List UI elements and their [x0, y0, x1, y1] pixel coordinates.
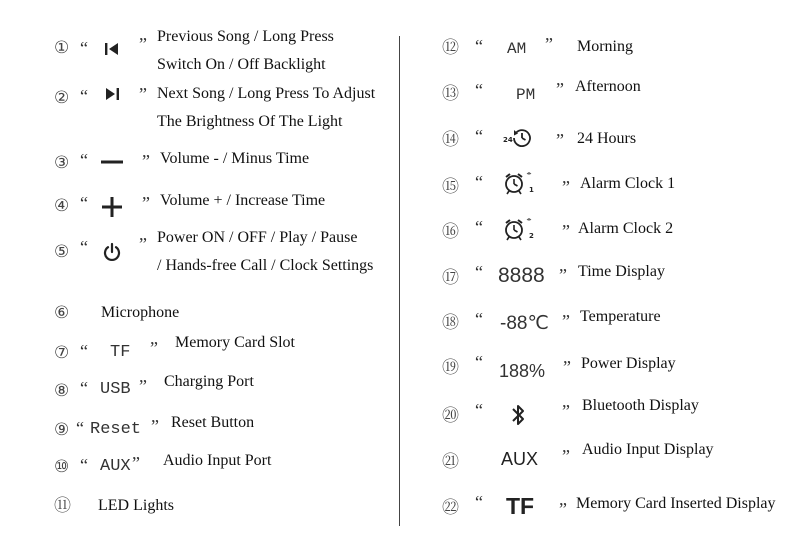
quote-close: ”	[562, 177, 570, 197]
item-number: ⑩	[54, 457, 70, 477]
item-label: Memory Card Slot	[175, 334, 295, 351]
quote-open: “	[80, 193, 88, 213]
quote-open: “	[475, 400, 483, 420]
item-number: ⑳	[442, 406, 459, 426]
quote-close: ”	[150, 338, 158, 358]
quote-close: ”	[142, 193, 150, 213]
item-number: ㉒	[442, 498, 459, 518]
item-number: ④	[54, 196, 70, 216]
quote-close: ”	[151, 416, 159, 436]
item-number: ⑮	[442, 177, 459, 197]
column-divider	[399, 36, 400, 526]
item-label-2: Switch On / Off Backlight	[157, 56, 326, 73]
quote-close: ”	[132, 453, 140, 473]
aux-symbol: AUX	[100, 457, 131, 476]
item-number: ③	[54, 153, 70, 173]
item-label: Time Display	[578, 263, 665, 280]
quote-close: ”	[563, 357, 571, 377]
quote-open: “	[475, 309, 483, 329]
quote-open: “	[80, 378, 88, 398]
reset-symbol: Reset	[90, 420, 142, 439]
quote-close: ”	[559, 265, 567, 285]
next-icon	[101, 83, 123, 105]
quote-open: “	[475, 126, 483, 146]
item-label: Next Song / Long Press To Adjust	[157, 85, 376, 102]
item-label: Audio Input Display	[582, 441, 714, 458]
svg-text:1: 1	[529, 186, 534, 194]
quote-close: ”	[139, 34, 147, 54]
quote-close: ”	[562, 446, 570, 466]
item-label: Charging Port	[164, 373, 254, 390]
plus-icon	[101, 196, 123, 218]
quote-close: ”	[562, 401, 570, 421]
item-label: Alarm Clock 1	[580, 175, 676, 192]
quote-close: ”	[559, 499, 567, 519]
quote-open: “	[475, 262, 483, 282]
item-number: ⑦	[54, 343, 70, 363]
prev-icon	[101, 38, 123, 60]
item-number: ㉑	[442, 452, 459, 472]
temperature-symbol: -88℃	[500, 313, 549, 334]
quote-open: “	[80, 86, 88, 106]
quote-open: “	[80, 38, 88, 58]
item-label: Bluetooth Display	[582, 397, 699, 414]
item-label-2: The Brightness Of The Light	[157, 113, 343, 130]
quote-open: “	[475, 352, 483, 372]
svg-text:2: 2	[529, 232, 534, 240]
svg-text:24: 24	[503, 136, 513, 144]
item-label: Temperature	[580, 308, 661, 325]
quote-close: ”	[139, 84, 147, 104]
item-label: LED Lights	[98, 497, 174, 514]
item-number: ⑪	[54, 496, 71, 516]
aux-display-symbol: AUX	[501, 449, 539, 469]
item-label-2: / Hands-free Call / Clock Settings	[157, 257, 374, 274]
item-number: ⑯	[442, 222, 459, 242]
am-symbol: AM	[507, 40, 527, 58]
item-number: ②	[54, 88, 70, 108]
quote-close: ”	[562, 221, 570, 241]
quote-open: “	[76, 418, 84, 438]
item-label: Volume + / Increase Time	[160, 192, 326, 209]
quote-close: ”	[556, 79, 564, 99]
quote-open: “	[80, 341, 88, 361]
item-number: ⑬	[442, 84, 459, 104]
item-label: Microphone	[101, 304, 180, 321]
usb-symbol: USB	[100, 380, 131, 399]
item-label: Audio Input Port	[163, 452, 272, 469]
power-percent-symbol: 188%	[499, 361, 546, 381]
time-digits-symbol: 8888	[498, 264, 545, 287]
bluetooth-icon	[508, 402, 528, 428]
pm-symbol: PM	[516, 86, 536, 104]
item-number: ⑨	[54, 420, 70, 440]
quote-close: ”	[139, 234, 147, 254]
quote-close: ”	[556, 130, 564, 150]
item-label: Memory Card Inserted Display	[576, 495, 776, 512]
item-number: ①	[54, 38, 70, 58]
item-number: ⑱	[442, 313, 459, 333]
item-number: ⑫	[442, 38, 459, 58]
item-number: ⑤	[54, 242, 70, 262]
item-label: Power ON / OFF / Play / Pause	[157, 229, 358, 246]
quote-open: “	[80, 150, 88, 170]
item-label: Afternoon	[575, 78, 641, 95]
item-number: ⑲	[442, 358, 459, 378]
tf-symbol: TF	[110, 343, 131, 362]
item-label: Morning	[577, 38, 633, 55]
item-number: ⑥	[54, 303, 70, 323]
quote-open: “	[475, 172, 483, 192]
item-number: ⑧	[54, 381, 70, 401]
quote-open: “	[475, 492, 483, 512]
quote-open: “	[475, 36, 483, 56]
power-icon	[101, 241, 123, 263]
item-label: 24 Hours	[577, 130, 637, 147]
tf-display-symbol: TF	[506, 493, 535, 519]
quote-close: ”	[545, 34, 553, 54]
item-number: ⑰	[442, 268, 459, 288]
quote-open: “	[80, 237, 88, 257]
alarm-clock-1-icon	[502, 170, 542, 196]
item-number: ⑭	[442, 130, 459, 150]
quote-close: ”	[562, 311, 570, 331]
24-hour-icon	[502, 126, 534, 150]
item-label: Previous Song / Long Press	[157, 28, 334, 45]
item-label: Alarm Clock 2	[578, 220, 674, 237]
item-label: Power Display	[581, 355, 676, 372]
quote-open: “	[80, 455, 88, 475]
quote-close: ”	[142, 151, 150, 171]
item-label: Volume - / Minus Time	[160, 150, 310, 167]
alarm-clock-2-icon	[502, 216, 542, 242]
quote-close: ”	[139, 376, 147, 396]
item-label: Reset Button	[171, 414, 255, 431]
minus-icon	[100, 151, 124, 173]
quote-open: “	[475, 217, 483, 237]
quote-open: “	[475, 80, 483, 100]
